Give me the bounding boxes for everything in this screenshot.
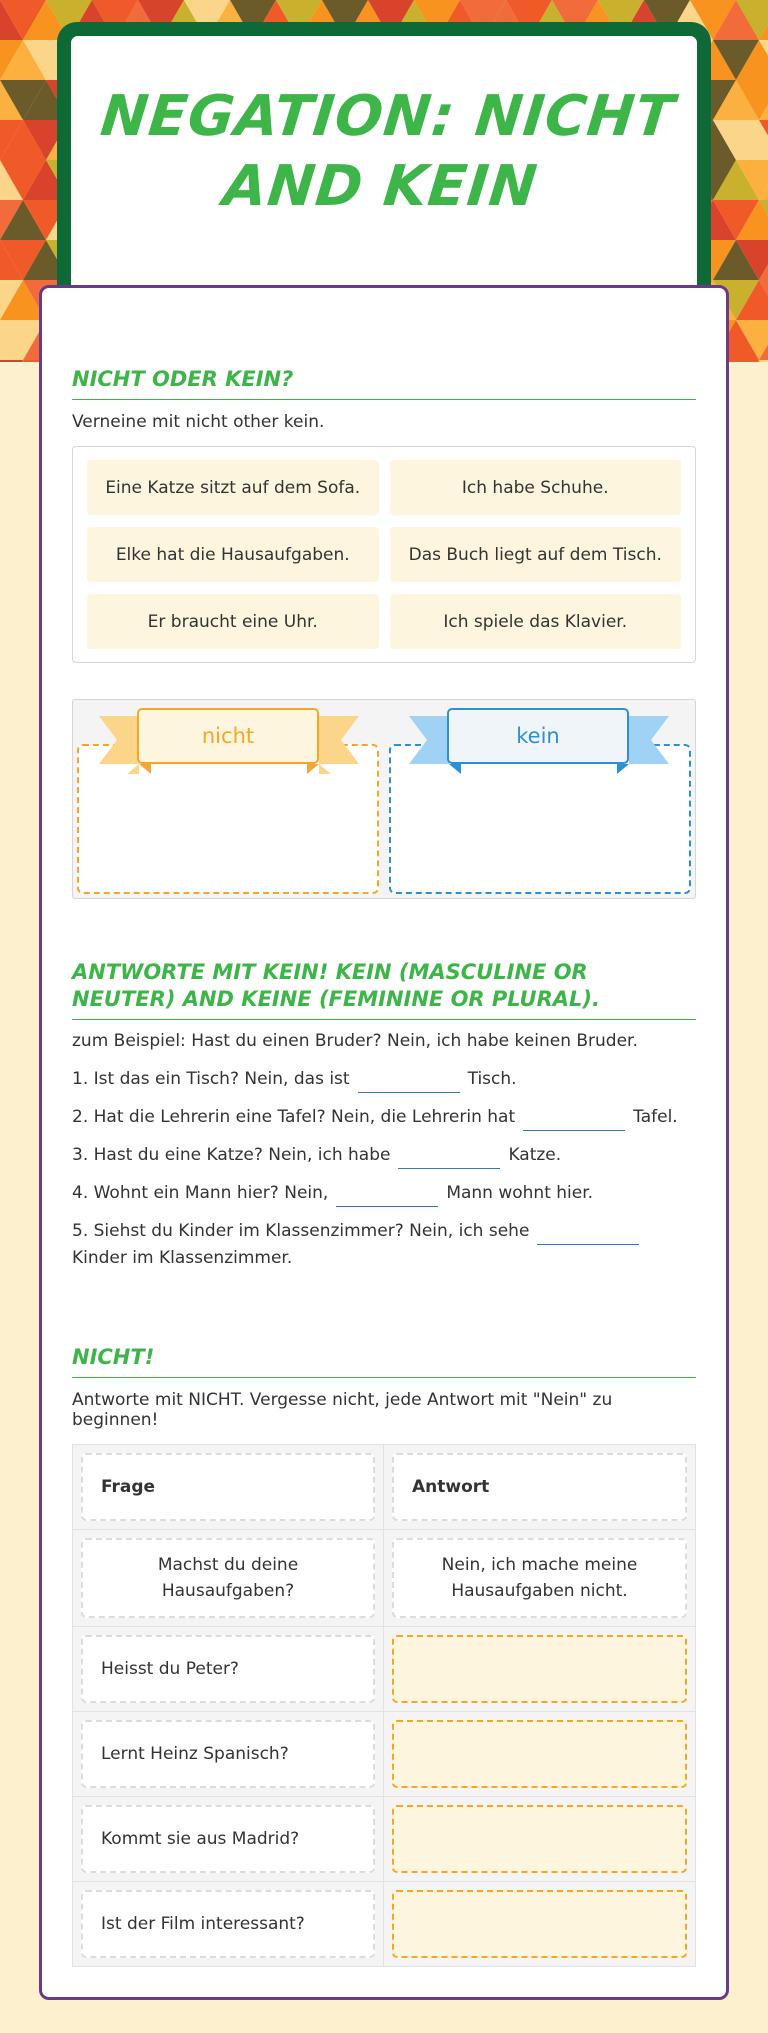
question-cell: Lernt Heinz Spanisch? — [81, 1720, 375, 1788]
section-nicht-oder-kein — [72, 366, 696, 899]
exercise-text: 5. Siehst du Kinder im Klassenzimmer? Nein, ich sehe — [72, 1221, 530, 1241]
column-header-frage: Frage — [81, 1453, 375, 1521]
worksheet-card — [39, 285, 729, 2000]
exercise-text: Tafel. — [633, 1107, 678, 1127]
kein-ribbon — [409, 708, 669, 774]
draggable-sentence[interactable]: Ich habe Schuhe. — [390, 460, 682, 515]
nicht-ribbon — [99, 708, 359, 774]
section-antworte-mit-kein — [72, 959, 696, 1272]
column-header-antwort: Antwort — [392, 1453, 687, 1521]
blank-input[interactable] — [523, 1111, 625, 1131]
nicht-label: nicht — [137, 708, 319, 764]
exercise-text: 4. Wohnt ein Mann hier? Nein, — [72, 1183, 329, 1203]
title-frame — [57, 22, 711, 322]
answer-cell: Nein, ich mache meine Hausaufgaben nicht. — [392, 1538, 687, 1618]
question-cell: Heisst du Peter? — [81, 1635, 375, 1703]
page-title: NEGATION: NICHT AND KEIN — [97, 84, 678, 219]
question-cell: Machst du deine Hausaufgaben? — [81, 1538, 375, 1618]
blank-input[interactable] — [537, 1225, 639, 1245]
exercise-item — [72, 1142, 696, 1169]
exercise-item — [72, 1180, 696, 1207]
draggable-sentence[interactable]: Er braucht eine Uhr. — [87, 594, 379, 649]
question-cell: Ist der Film interessant? — [81, 1890, 375, 1958]
table-header-row — [73, 1445, 695, 1530]
example-sentence: zum Beispiel: Hast du einen Bruder? Nein, ich habe keinen Bruder. — [72, 1031, 638, 1051]
draggable-sentence[interactable]: Das Buch liegt auf dem Tisch. — [390, 527, 682, 582]
blank-input[interactable] — [398, 1149, 500, 1169]
table-row — [73, 1530, 695, 1627]
sentence-pool — [72, 446, 696, 663]
exercise-text: Tisch. — [467, 1069, 517, 1089]
section-instruction: Verneine mit nicht other kein. — [72, 412, 325, 432]
answer-input[interactable] — [392, 1635, 687, 1703]
exercise-text: 3. Hast du eine Katze? Nein, ich habe — [72, 1145, 391, 1165]
section-nicht — [72, 1344, 696, 1967]
exercise-text: 2. Hat die Lehrerin eine Tafel? Nein, die Lehrerin hat — [72, 1107, 516, 1127]
section-heading: NICHT ODER KEIN? — [72, 366, 696, 400]
section-heading: ANTWORTE MIT KEIN! KEIN (MASCULINE OR NEUTER) AND KEINE (FEMININE OR PLURAL). — [72, 959, 696, 1020]
table-row — [73, 1712, 695, 1797]
draggable-sentence[interactable]: Elke hat die Hausaufgaben. — [87, 527, 379, 582]
table-row — [73, 1627, 695, 1712]
table-row — [73, 1882, 695, 1966]
question-answer-table — [72, 1444, 696, 1967]
sorting-area — [72, 699, 696, 899]
title-panel — [68, 33, 700, 311]
draggable-sentence[interactable]: Eine Katze sitzt auf dem Sofa. — [87, 460, 379, 515]
exercise-text: 1. Ist das ein Tisch? Nein, das ist — [72, 1069, 350, 1089]
exercise-item — [72, 1066, 696, 1093]
exercise-item — [72, 1104, 696, 1131]
exercise-item — [72, 1218, 696, 1272]
exercise-text: Mann wohnt hier. — [446, 1183, 594, 1203]
answer-input[interactable] — [392, 1890, 687, 1958]
section-heading: NICHT! — [72, 1344, 696, 1378]
section-instruction: Antworte mit NICHT. Vergesse nicht, jede Antwort mit "Nein" zu beginnen! — [72, 1390, 613, 1430]
blank-input[interactable] — [358, 1073, 460, 1093]
exercise-text: Kinder im Klassenzimmer. — [72, 1248, 293, 1268]
exercise-text: Katze. — [508, 1145, 562, 1165]
answer-input[interactable] — [392, 1805, 687, 1873]
table-row — [73, 1797, 695, 1882]
answer-input[interactable] — [392, 1720, 687, 1788]
blank-input[interactable] — [336, 1187, 438, 1207]
draggable-sentence[interactable]: Ich spiele das Klavier. — [390, 594, 682, 649]
question-cell: Kommt sie aus Madrid? — [81, 1805, 375, 1873]
kein-label: kein — [447, 708, 629, 764]
